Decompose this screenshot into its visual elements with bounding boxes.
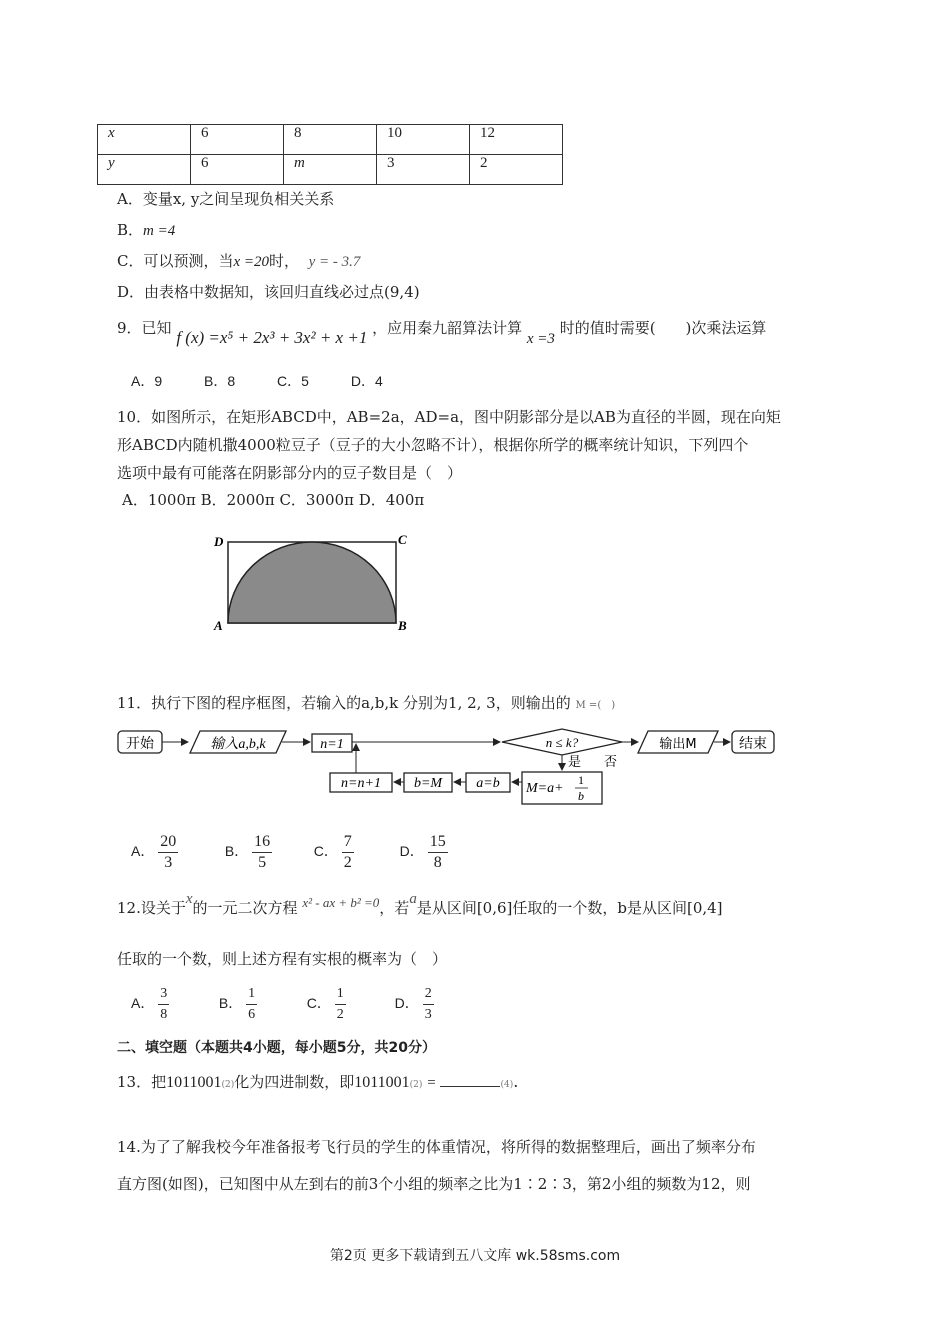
step-m-denominator: b bbox=[578, 789, 584, 803]
end-label: 结束 bbox=[739, 736, 767, 752]
q8-option-c-label: C．可以预测，当 bbox=[117, 252, 234, 270]
q11-option bbox=[131, 832, 221, 873]
fraction-denominator: 2 bbox=[343, 854, 352, 871]
table-row bbox=[98, 125, 563, 155]
q8-option-c bbox=[117, 251, 360, 272]
q13-subscript: (2) bbox=[221, 1080, 235, 1090]
condition-label: n ≤ k? bbox=[545, 735, 579, 750]
fraction-numerator: 16 bbox=[252, 832, 272, 853]
q9-x-value: x =3 bbox=[526, 331, 555, 347]
table-cell: 6 bbox=[191, 155, 284, 185]
q12-option-fraction bbox=[158, 984, 169, 1025]
output-label: 输出M bbox=[659, 737, 697, 752]
q12-option-fraction bbox=[335, 984, 346, 1025]
table-cell: 6 bbox=[191, 125, 284, 155]
answer-blank bbox=[440, 1072, 500, 1087]
q8-option-b-label: B． bbox=[117, 221, 144, 239]
q12-equation: x² - ax + b² =0 bbox=[302, 895, 380, 910]
fraction-denominator: 3 bbox=[164, 854, 173, 871]
q14-stem bbox=[117, 1129, 756, 1203]
step-a-label: a=b bbox=[476, 776, 500, 791]
label-a: A bbox=[214, 618, 223, 632]
q12-part: ，若 bbox=[379, 899, 410, 917]
page-footer: 第2页 更多下载请到五八文库 wk.58sms.com bbox=[329, 1248, 621, 1264]
table-cell: 8 bbox=[284, 125, 377, 155]
q12-option-label: B． bbox=[218, 995, 243, 1012]
q11-stem-text: 11．执行下图的程序框图，若输入的a,b,k 分别为1, 2, 3，则输出的 bbox=[117, 694, 571, 712]
fraction-denominator: 6 bbox=[248, 1007, 256, 1022]
q10-line: 10．如图所示，在矩形ABCD中，AB=2a，AD=a，图中阴影部分是以AB为直径的半圆，现在向矩 bbox=[117, 408, 781, 426]
semicircle-figure bbox=[210, 530, 410, 632]
q11-option-label: D． bbox=[399, 843, 424, 860]
q9-stem bbox=[117, 318, 837, 347]
q14-line: 直方图(如图)，已知图中从左到右的前3个小组的频率之比为1∶2∶3，第2小组的频数为12，则 bbox=[117, 1175, 751, 1193]
q11-option-fraction bbox=[342, 832, 354, 873]
q10-line: 选项中最有可能落在阴影部分内的豆子数目是（ ） bbox=[117, 464, 463, 482]
q11-option-fraction bbox=[252, 832, 272, 873]
table-cell: x bbox=[98, 125, 191, 155]
q9-suffix: 时的值时需要( )次乘法运算 bbox=[559, 319, 767, 337]
q11-stem-tail: M =( ) bbox=[575, 700, 616, 711]
table-cell: 10 bbox=[377, 125, 470, 155]
q12-option bbox=[395, 984, 479, 1025]
q11-option-fraction bbox=[158, 832, 178, 873]
q12-var-a: a bbox=[409, 891, 417, 907]
q9-prefix: 9．已知 bbox=[117, 319, 172, 337]
q12-option bbox=[219, 984, 303, 1025]
flowchart bbox=[110, 722, 790, 812]
q9-options bbox=[131, 371, 383, 391]
q11-options bbox=[131, 832, 480, 873]
fraction-denominator: 8 bbox=[160, 1007, 168, 1022]
fraction-numerator: 7 bbox=[342, 832, 354, 853]
q12-option bbox=[307, 984, 391, 1025]
q8-option-c-y: y = - 3.7 bbox=[308, 254, 361, 270]
fraction-denominator: 5 bbox=[258, 854, 267, 871]
q13-subscript: (2) bbox=[409, 1080, 423, 1090]
q14-line: 14.为了了解我校今年准备报考飞行员的学生的体重情况，将所得的数据整理后，画出了频率分布 bbox=[117, 1138, 756, 1156]
q12-option-fraction bbox=[246, 984, 257, 1025]
step-m-label: M=a+ bbox=[526, 781, 564, 796]
q11-option bbox=[400, 832, 480, 873]
shaded-semicircle bbox=[228, 542, 396, 623]
label-b: B bbox=[398, 618, 407, 632]
step-b-label: b=M bbox=[413, 776, 443, 791]
q12-option-label: D． bbox=[394, 995, 419, 1012]
no-label: 否 bbox=[604, 755, 618, 770]
table-cell: m bbox=[284, 155, 377, 185]
q12-option bbox=[131, 984, 215, 1025]
fraction-numerator: 1 bbox=[335, 984, 346, 1005]
q9-option: C．5 bbox=[277, 373, 309, 389]
q8-option-b bbox=[117, 220, 175, 241]
fraction-numerator: 3 bbox=[158, 984, 169, 1005]
q11-option bbox=[225, 832, 310, 873]
label-c: C bbox=[398, 532, 407, 547]
q12-option-label: C． bbox=[306, 995, 331, 1012]
q12-option-fraction bbox=[423, 984, 434, 1025]
fraction-numerator: 15 bbox=[428, 832, 448, 853]
yes-label: 是 bbox=[568, 755, 582, 770]
q13-part: 13．把 bbox=[117, 1073, 167, 1091]
q12-part: 12.设关于 bbox=[117, 899, 186, 917]
q13-subscript: (4) bbox=[500, 1080, 514, 1090]
q10-stem bbox=[117, 403, 781, 487]
q8-option-a: A．变量x, y之间呈现负相关关系 bbox=[117, 190, 335, 208]
fraction-denominator: 8 bbox=[433, 854, 442, 871]
q12-stem bbox=[117, 891, 723, 919]
q8-option-c-mid: 时， bbox=[269, 252, 300, 270]
q11-option-fraction bbox=[428, 832, 448, 873]
fraction-denominator: 2 bbox=[336, 1007, 344, 1022]
q10-options: A．1000π B．2000π C．3000π D．400π bbox=[122, 491, 425, 509]
table-cell: 2 bbox=[470, 155, 563, 185]
q9-option: B．8 bbox=[204, 373, 236, 389]
q12-var-x: x bbox=[185, 891, 193, 907]
table-cell: y bbox=[98, 155, 191, 185]
q8-option-c-x: x =20 bbox=[233, 254, 270, 270]
table-cell: 3 bbox=[377, 155, 470, 185]
q12-part: 是从区间[0,6]任取的一个数，b是从区间[0,4] bbox=[416, 899, 723, 917]
step-m-numerator: 1 bbox=[578, 773, 584, 787]
fraction-numerator: 2 bbox=[423, 984, 434, 1005]
fraction-denominator: 3 bbox=[424, 1007, 432, 1022]
q12-option-label: A． bbox=[131, 995, 155, 1012]
q12-line2: 任取的一个数，则上述方程有实根的概率为（ ） bbox=[117, 950, 448, 968]
q13-dot: . bbox=[513, 1072, 519, 1091]
q9-mid: ，应用秦九韶算法计算 bbox=[372, 319, 523, 337]
q11-option bbox=[314, 832, 396, 873]
q13-number: 1011001 bbox=[166, 1074, 222, 1091]
q12-part: 的一元二次方程 bbox=[192, 899, 298, 917]
q12-options bbox=[131, 984, 479, 1025]
q13-part: 化为四进制数，即 bbox=[234, 1073, 355, 1091]
fraction-numerator: 20 bbox=[158, 832, 178, 853]
q11-option-label: C． bbox=[313, 843, 338, 860]
q10-line: 形ABCD内随机撒4000粒豆子（豆子的大小忽略不计），根据你所学的概率统计知识，下列四个 bbox=[117, 436, 749, 454]
section-heading: 二、填空题（本题共4小题，每小题5分，共20分） bbox=[117, 1040, 436, 1056]
q8-option-d: D．由表格中数据知，该回归直线必过点(9,4) bbox=[117, 283, 420, 301]
q9-option: A．9 bbox=[131, 373, 163, 389]
q13-equals: = bbox=[427, 1075, 436, 1091]
label-d: D bbox=[214, 534, 224, 549]
table-cell: 12 bbox=[470, 125, 563, 155]
q11-stem bbox=[117, 693, 615, 716]
table-row bbox=[98, 155, 563, 185]
q13-stem bbox=[117, 1072, 518, 1095]
q11-option-label: B． bbox=[224, 843, 249, 860]
q11-option-label: A． bbox=[131, 843, 155, 860]
data-table bbox=[97, 124, 563, 185]
q9-formula: f (x) =x⁵ + 2x³ + 3x² + x +1 bbox=[176, 328, 368, 347]
init-label: n=1 bbox=[320, 737, 344, 752]
q8-option-b-value: m =4 bbox=[143, 223, 176, 239]
step-n-label: n=n+1 bbox=[341, 776, 381, 791]
q13-number: 1011001 bbox=[354, 1074, 410, 1091]
input-label: 输入a,b,k bbox=[210, 737, 266, 752]
q9-option: D．4 bbox=[350, 373, 383, 389]
fraction-numerator: 1 bbox=[246, 984, 257, 1005]
start-label: 开始 bbox=[126, 736, 154, 752]
